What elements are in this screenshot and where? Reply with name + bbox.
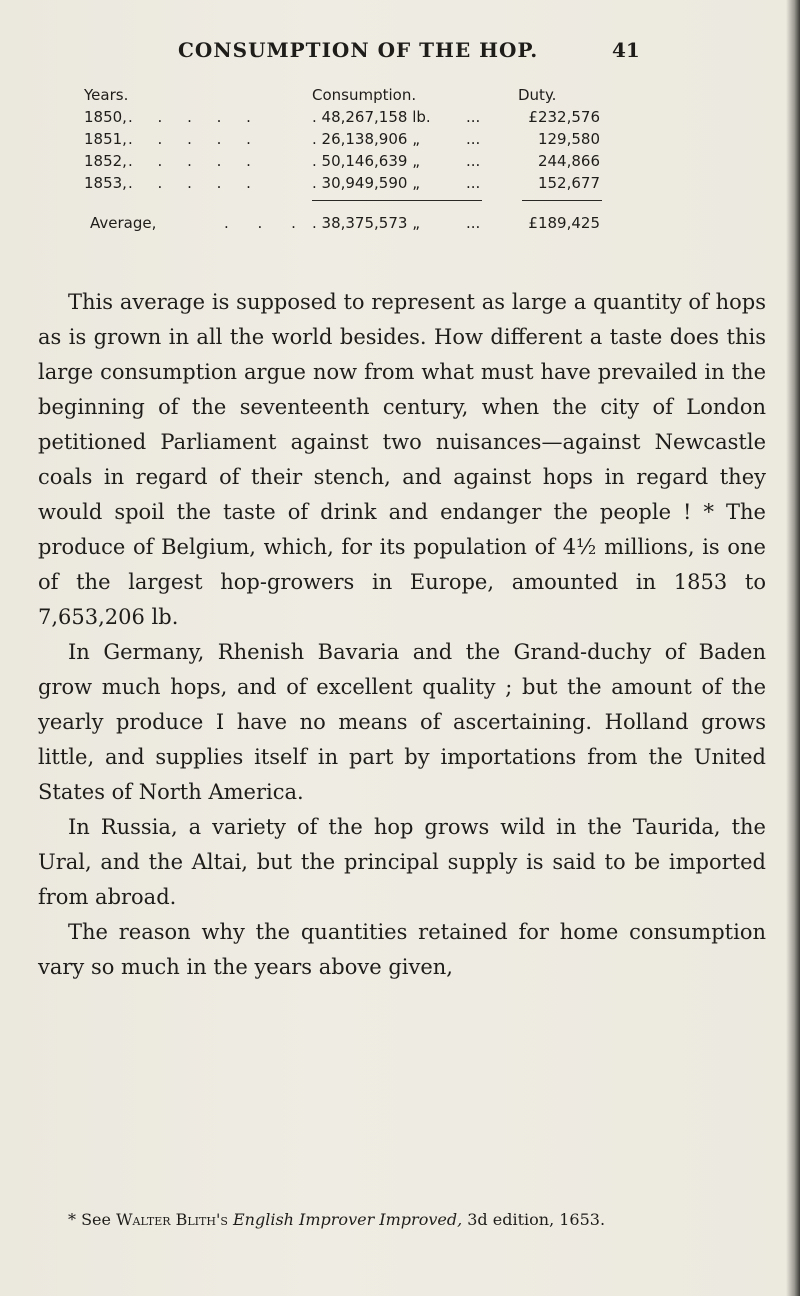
row-year: 1852, — [84, 152, 127, 170]
row-duty: 129,580 — [537, 130, 600, 148]
table-row — [84, 130, 604, 152]
column-header-duty: Duty. — [518, 86, 557, 104]
row-consumption: . 26,138,906 „ — [312, 130, 420, 148]
average-row — [84, 214, 604, 238]
row-year: 1853, — [84, 174, 127, 192]
row-leader: . . . . . — [128, 152, 261, 170]
row-duty: 244,866 — [537, 152, 600, 170]
paragraph: This average is supposed to represent as large a quantity of hops as is grown in all the world besides. How different a taste does this large consumption argue now from what must have prevailed in the beginning of the seventeenth century, when the city of London petitioned Parliament against two nuisances—against Newcastle coals in regard of their stench, and against hops in regard they would spoil the taste of drink and endanger the people ! * The produce of Belgium, which, for its population of 4½ millions, is one of the largest hop-growers in Europe, amounted in 1853 to 7,653,206 lb. — [38, 290, 766, 629]
page-header — [0, 38, 800, 68]
table-header — [84, 86, 604, 108]
table-row — [84, 152, 604, 174]
row-leader: . . . . . — [128, 174, 261, 192]
column-header-consumption: Consumption. — [312, 86, 417, 104]
running-title: CONSUMPTION OF THE HOP. — [178, 38, 539, 62]
row-leader: . . . . . — [128, 130, 261, 148]
footnote-title: English Improver Improved, — [232, 1210, 463, 1229]
sum-rule-consumption — [312, 200, 482, 201]
row-duty: 152,677 — [537, 174, 600, 192]
row-year: 1851, — [84, 130, 127, 148]
average-consumption: . 38,375,573 „ — [312, 214, 420, 232]
average-duty: £189,425 — [528, 214, 600, 232]
row-leader: . . . . . — [128, 108, 261, 126]
column-header-years: Years. — [84, 86, 129, 104]
row-ditto: ... — [466, 152, 481, 170]
row-duty: £232,576 — [528, 108, 600, 126]
row-ditto: ... — [466, 108, 481, 126]
consumption-table — [84, 86, 604, 238]
page-edge-shadow — [786, 0, 800, 1296]
footnote-rest: 3d edition, 1653. — [467, 1210, 606, 1229]
paragraph: The reason why the quantities retained for home consumption vary so much in the years above given, — [38, 920, 766, 979]
table-row — [84, 174, 604, 196]
row-year: 1850, — [84, 108, 127, 126]
row-consumption: . 50,146,639 „ — [312, 152, 420, 170]
row-consumption: . 48,267,158 lb. — [312, 108, 431, 126]
page-number: 41 — [612, 38, 640, 62]
paragraph: In Russia, a variety of the hop grows wild in the Taurida, the Ural, and the Altai, but the principal supply is said to be imported from abroad. — [38, 815, 766, 909]
footnote — [38, 1210, 766, 1230]
footnote-author: Walter Blith's — [116, 1210, 228, 1229]
sum-rule-duty — [522, 200, 602, 201]
row-ditto: ... — [466, 130, 481, 148]
footnote-marker: * See — [68, 1210, 111, 1229]
row-ditto: ... — [466, 174, 481, 192]
body-text — [38, 285, 766, 985]
paragraph: In Germany, Rhenish Bavaria and the Grand-duchy of Baden grow much hops, and of excellent quality ; but the amount of the yearly produce I have no means of ascertaining. Holland grows little, and supplies itself in part by importations from the United States of North America. — [38, 640, 766, 804]
average-leader: . . . — [224, 214, 308, 232]
average-ditto: ... — [466, 214, 481, 232]
row-consumption: . 30,949,590 „ — [312, 174, 420, 192]
average-label: Average, — [90, 214, 157, 232]
table-row — [84, 108, 604, 130]
